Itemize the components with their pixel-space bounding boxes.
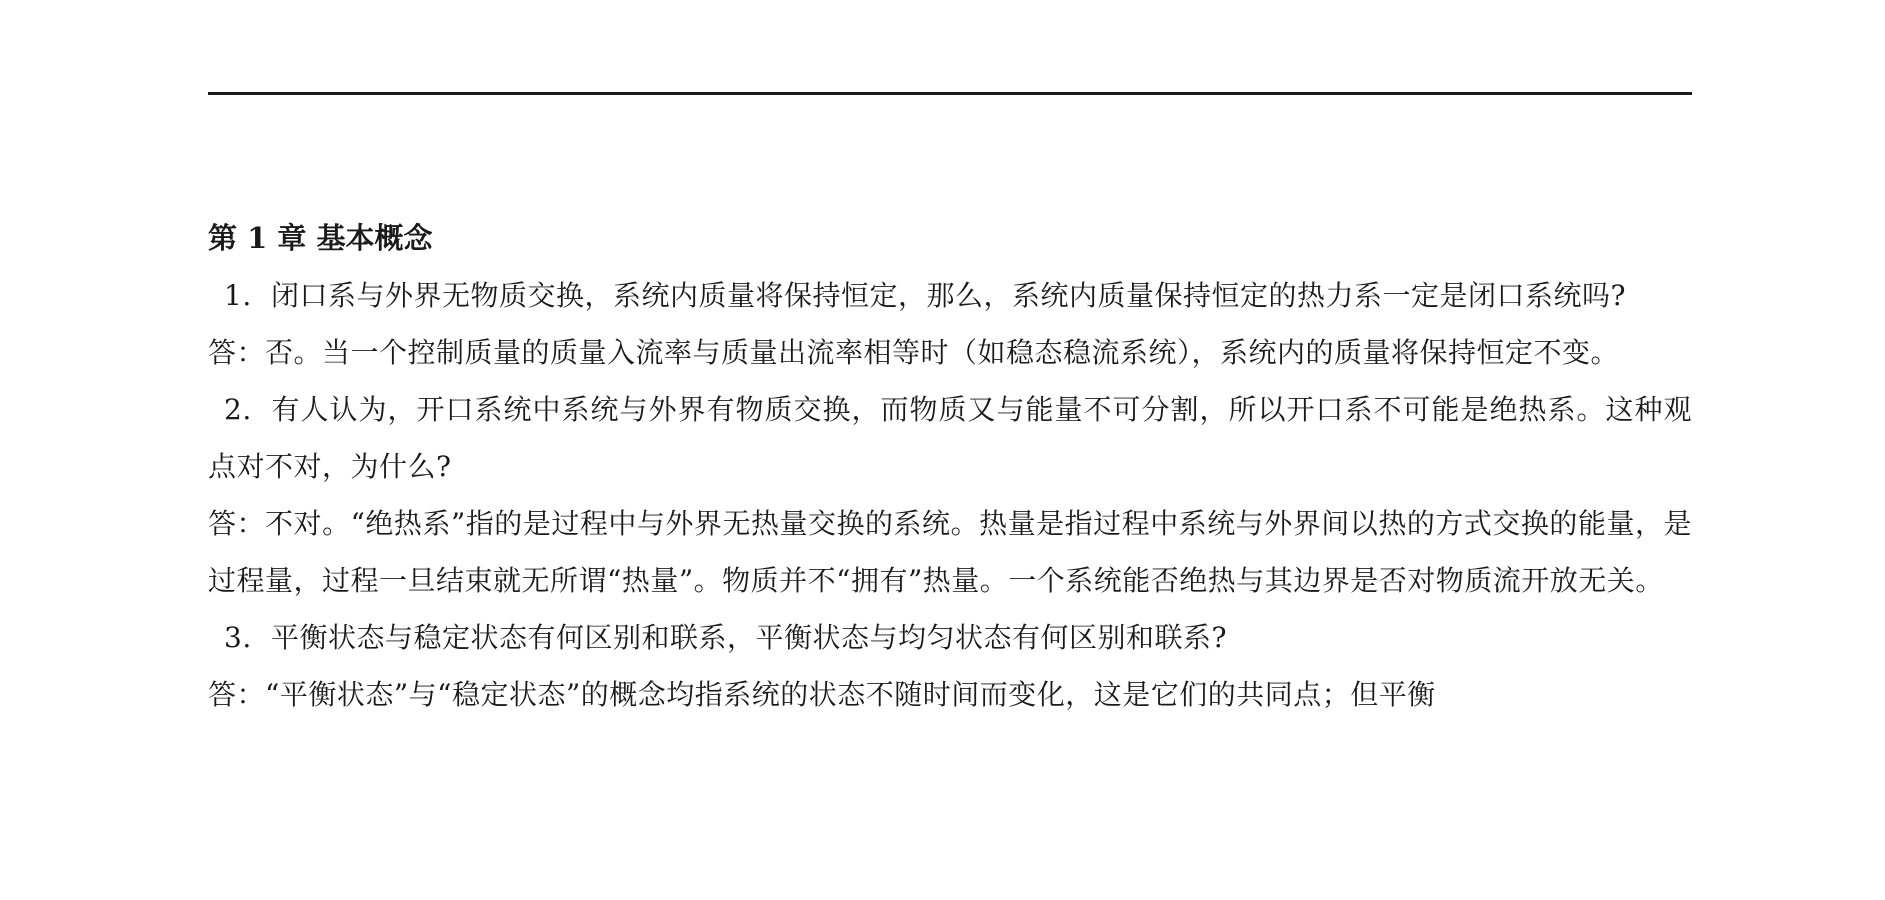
- question-text: 有人认为，开口系统中系统与外界有物质交换，而物质又与能量不可分割，所以开口系不可能是绝热系。这种观点对不对，为什么?: [208, 393, 1692, 483]
- question-1: [208, 267, 1692, 324]
- question-text: 平衡状态与稳定状态有何区别和联系，平衡状态与均匀状态有何区别和联系?: [271, 621, 1228, 654]
- chapter-title: 第 1 章 基本概念: [208, 221, 433, 255]
- answer-2: 答：不对。“绝热系”指的是过程中与外界无热量交换的系统。热量是指过程中系统与外界间以热的方式交换的能量，是过程量，过程一旦结束就无所谓“热量”。物质并不“拥有”热量。一个系统能否绝热与其边界是否对物质流开放无关。: [208, 507, 1692, 597]
- answer-1: 答：否。当一个控制质量的质量入流率与质量出流率相等时（如稳态稳流系统），系统内的质量将保持恒定不变。: [208, 336, 1620, 369]
- question-3: [208, 609, 1692, 666]
- question-number: 3.: [224, 621, 252, 654]
- question-2: [208, 381, 1692, 495]
- question-number: 2.: [224, 393, 252, 426]
- question-number: 1.: [224, 279, 252, 312]
- answer-3: 答：“平衡状态”与“稳定状态”的概念均指系统的状态不随时间而变化，这是它们的共同点；但平衡: [208, 678, 1436, 711]
- question-text: 闭口系与外界无物质交换，系统内质量将保持恒定，那么，系统内质量保持恒定的热力系一定是闭口系统吗?: [271, 279, 1627, 312]
- document-body: [208, 210, 1692, 723]
- header-rule: [208, 92, 1692, 95]
